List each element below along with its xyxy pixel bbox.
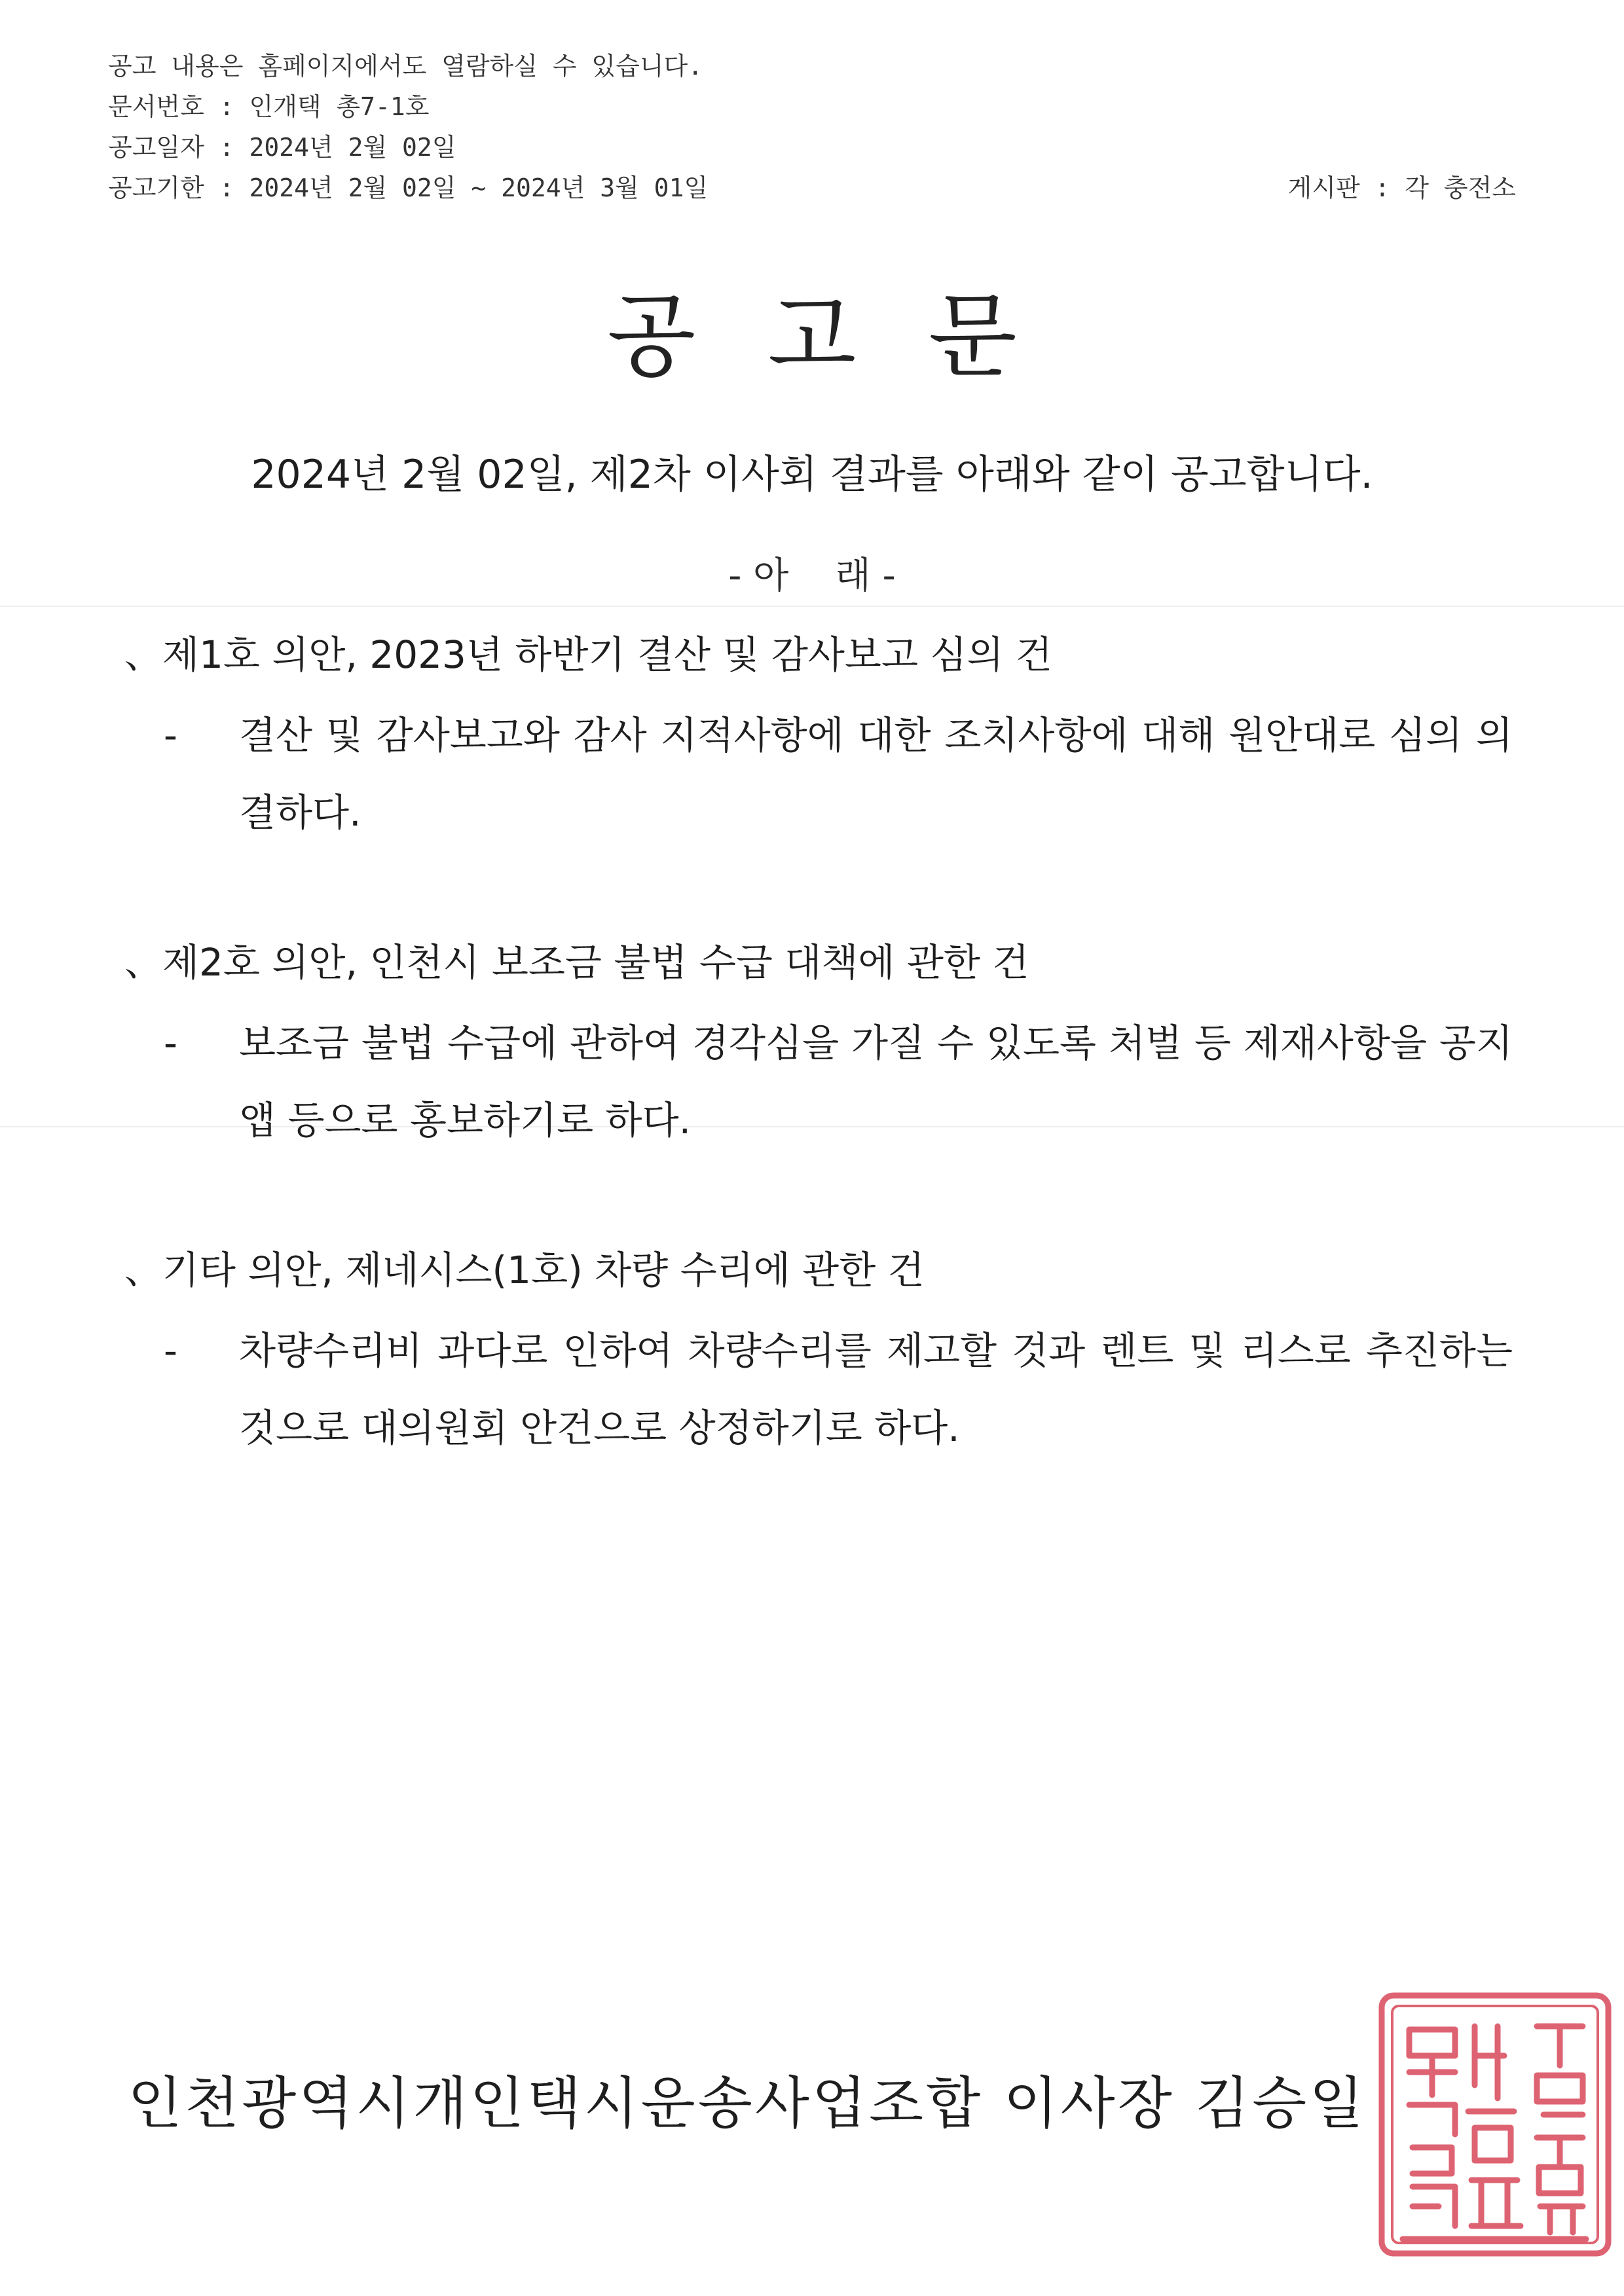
agenda-item xyxy=(124,622,1513,851)
agenda-item-detail xyxy=(164,1004,1513,1159)
period-row xyxy=(108,168,1516,208)
agenda-item-title: 、기타 의안, 제네시스(1호) 차량 수리에 관한 건 xyxy=(124,1248,925,1292)
lead-sentence: 2024년 2월 02일, 제2차 이사회 결과를 아래와 같이 공고합니다. xyxy=(251,452,1373,498)
notice-date: 공고일자 : 2024년 2월 02일 xyxy=(108,133,456,162)
agenda-item-detail-text: 결산 및 감사보고와 감사 지적사항에 대한 조치사항에 대해 원안대로 심의 의결하다. xyxy=(239,713,1513,835)
notice-period: 공고기한 : 2024년 2월 02일 ~ 2024년 3월 01일 xyxy=(108,173,709,202)
agenda-list xyxy=(124,622,1513,1545)
official-seal-stamp xyxy=(1376,1990,1614,2259)
agenda-item-detail-text: 보조금 불법 수급에 관하여 경각심을 가질 수 있도록 처벌 등 제재사항을 공지앱 등으로 홍보하기로 하다. xyxy=(239,1021,1513,1142)
agenda-item-detail xyxy=(164,1312,1513,1467)
bulletin-board: 게시판 : 각 충전소 xyxy=(1287,173,1516,202)
homepage-notice-line: 공고 내용은 홈페이지에서도 열람하실 수 있습니다. xyxy=(108,52,703,81)
agenda-item-detail-text: 차량수리비 과다로 인하여 차량수리를 제고할 것과 렌트 및 리스로 추진하는 것으로 대의원회 안건으로 상정하기로 하다. xyxy=(239,1328,1513,1450)
agenda-item-title: 、제1호 의안, 2023년 하반기 결산 및 감사보고 심의 건 xyxy=(124,632,1052,677)
header-meta xyxy=(108,46,1516,208)
page-title: 공고문 xyxy=(607,283,1089,390)
document-number: 문서번호 : 인개택 총7-1호 xyxy=(108,92,430,121)
below-heading: - 아 래 - xyxy=(728,555,896,597)
dash-marker: - xyxy=(164,1021,177,1065)
signature-line: 인천광역시개인택시운송사업조합 이사장 김승일 xyxy=(128,2071,1367,2136)
agenda-item-detail xyxy=(164,697,1513,851)
agenda-item-title: 、제2호 의안, 인천시 보조금 불법 수급 대책에 관한 건 xyxy=(124,940,1029,985)
scan-artifact-line xyxy=(0,606,1624,607)
dash-marker: - xyxy=(164,713,177,757)
dash-marker: - xyxy=(164,1328,177,1373)
agenda-item xyxy=(124,930,1513,1159)
agenda-item xyxy=(124,1237,1513,1467)
